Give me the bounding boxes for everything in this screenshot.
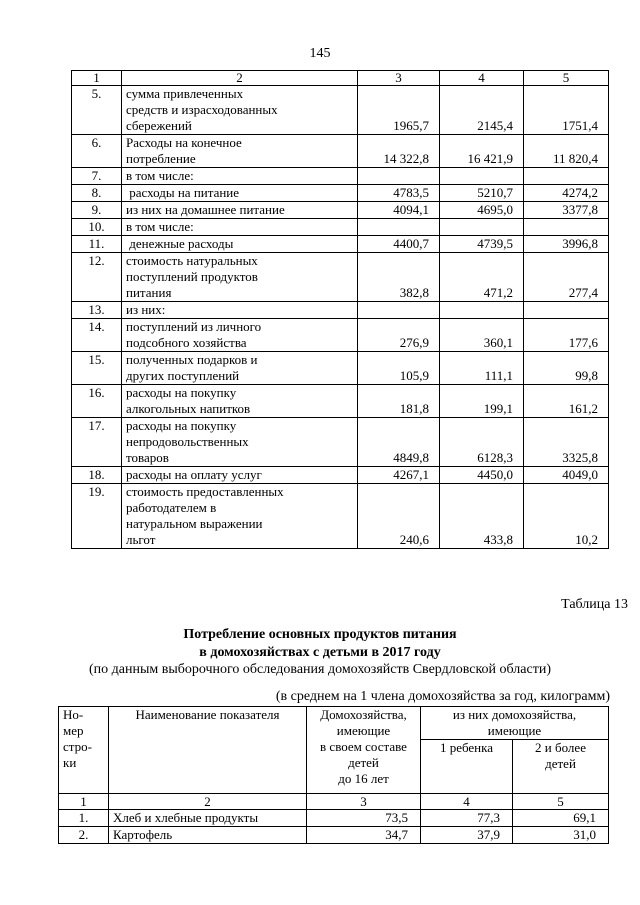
row-name-line: средств и израсходованных (126, 102, 278, 117)
row-number: 7. (72, 168, 122, 185)
row-name-line: других поступлений (126, 368, 240, 383)
row-value-v3: 177,6 (524, 319, 609, 352)
table-row (72, 219, 609, 236)
row-name (122, 418, 358, 467)
row-value-v3: 161,2 (524, 385, 609, 418)
table-row (59, 827, 609, 844)
row-name-line: подсобного хозяйства (126, 335, 247, 350)
value-all-households: 73,5 (307, 810, 421, 827)
table-row (72, 185, 609, 202)
row-name (122, 467, 358, 484)
column-index: 4 (421, 794, 513, 810)
row-name (122, 302, 358, 319)
header-text: имеющие (336, 723, 391, 738)
header-text: 2 и более (535, 740, 586, 755)
header-of-them (421, 707, 609, 740)
row-value-v2: 16 421,9 (440, 135, 524, 168)
row-value-v3 (524, 219, 609, 236)
table-row (72, 168, 609, 185)
row-name-line: расходы на питание (126, 185, 240, 200)
row-name-line: в том числе: (126, 168, 194, 183)
row-name-line: Расходы на конечное (126, 135, 242, 150)
row-value-v2: 111,1 (440, 352, 524, 385)
row-name (122, 202, 358, 219)
row-name-line: стоимость натуральных (126, 253, 258, 268)
row-number: 16. (72, 385, 122, 418)
row-number: 6. (72, 135, 122, 168)
page-number: 145 (309, 46, 331, 61)
table-row (59, 810, 609, 827)
row-value-v3: 3377,8 (524, 202, 609, 219)
row-name-line: денежные расходы (126, 236, 234, 251)
table-title-line-1: Потребление основных продуктов питания (183, 627, 457, 642)
row-name-line: работодателем в (126, 500, 217, 515)
row-value-v1: 4094,1 (358, 202, 440, 219)
row-number: 15. (72, 352, 122, 385)
column-index: 5 (524, 71, 609, 86)
header-text: в своем составе (320, 739, 407, 754)
row-number: 8. (72, 185, 122, 202)
table-row (72, 484, 609, 549)
row-value-v2: 4450,0 (440, 467, 524, 484)
row-value-v1: 240,6 (358, 484, 440, 549)
row-number: 2. (59, 827, 109, 844)
row-name (122, 185, 358, 202)
row-value-v1: 4267,1 (358, 467, 440, 484)
header-text: ки (63, 755, 77, 770)
table-row (72, 467, 609, 484)
row-value-v1: 382,8 (358, 253, 440, 302)
column-index: 2 (122, 71, 358, 86)
row-value-v2 (440, 168, 524, 185)
row-value-v2: 360,1 (440, 319, 524, 352)
table-row (72, 418, 609, 467)
table-row (72, 236, 609, 253)
column-index: 1 (59, 794, 109, 810)
table-subtitle: (по данным выборочного обследования домохозяйств Свердловской области) (88, 662, 551, 677)
table-row (72, 302, 609, 319)
header-text: детей (545, 756, 576, 771)
row-value-v3: 10,2 (524, 484, 609, 549)
row-name (122, 168, 358, 185)
row-name (122, 352, 358, 385)
row-value-v2: 2145,4 (440, 86, 524, 135)
row-value-v1: 276,9 (358, 319, 440, 352)
column-index: 3 (307, 794, 421, 810)
row-value-v3: 99,8 (524, 352, 609, 385)
header-text: до 16 лет (338, 771, 389, 786)
row-number: 9. (72, 202, 122, 219)
row-name (122, 86, 358, 135)
column-index: 3 (358, 71, 440, 86)
row-name-line: льгот (126, 532, 156, 547)
row-name-line: сумма привлеченных (126, 86, 244, 101)
row-value-v3: 1751,4 (524, 86, 609, 135)
row-value-v1: 1965,7 (358, 86, 440, 135)
row-value-v1 (358, 302, 440, 319)
header-text: мер (63, 723, 84, 738)
header-households-with-children (307, 707, 421, 794)
row-value-v2: 5210,7 (440, 185, 524, 202)
row-value-v2: 4695,0 (440, 202, 524, 219)
value-one-child: 37,9 (421, 827, 513, 844)
header-text: из них домохозяйства, (452, 707, 577, 722)
row-name-line: из них на домашнее питание (126, 202, 285, 217)
row-value-v1: 181,8 (358, 385, 440, 418)
column-index: 4 (440, 71, 524, 86)
header-row-number (59, 707, 109, 794)
row-name-line: непродовольственных (126, 434, 249, 449)
header-text: стро- (63, 739, 92, 754)
row-name-line: расходы на оплату услуг (126, 467, 262, 482)
table-row (72, 352, 609, 385)
row-number: 5. (72, 86, 122, 135)
row-name (122, 319, 358, 352)
table-row (72, 86, 609, 135)
column-index: 1 (72, 71, 122, 86)
header-text: детей (348, 755, 379, 770)
row-name-line: в том числе: (126, 219, 194, 234)
header-one-child: 1 ребенка (421, 740, 513, 794)
row-value-v1 (358, 219, 440, 236)
row-name (122, 253, 358, 302)
row-name-line: расходы на покупку (126, 418, 237, 433)
row-name-line: из них: (126, 302, 166, 317)
value-one-child: 77,3 (421, 810, 513, 827)
row-number: 18. (72, 467, 122, 484)
header-text: Домохозяйства, (320, 707, 407, 722)
table-row (72, 202, 609, 219)
expenses-table (71, 70, 609, 549)
row-value-v3: 4049,0 (524, 467, 609, 484)
row-name-line: алкогольных напитков (126, 401, 251, 416)
row-value-v2: 199,1 (440, 385, 524, 418)
row-value-v1: 4783,5 (358, 185, 440, 202)
row-name-line: стоимость предоставленных (126, 484, 284, 499)
row-name (122, 236, 358, 253)
row-value-v2 (440, 302, 524, 319)
row-value-v3: 4274,2 (524, 185, 609, 202)
row-name-line: поступлений из личного (126, 319, 262, 334)
row-number: 12. (72, 253, 122, 302)
row-name (122, 484, 358, 549)
row-value-v1: 14 322,8 (358, 135, 440, 168)
row-name (122, 135, 358, 168)
table-label: Таблица 13 (561, 597, 628, 612)
row-value-v1: 4849,8 (358, 418, 440, 467)
row-value-v3 (524, 168, 609, 185)
row-name-line: товаров (126, 450, 169, 465)
table-units: (в среднем на 1 члена домохозяйства за год, килограмм) (275, 689, 610, 704)
row-value-v3 (524, 302, 609, 319)
row-number: 10. (72, 219, 122, 236)
header-indicator-name: Наименование показателя (109, 707, 307, 794)
food-consumption-table (58, 706, 609, 844)
table-row (72, 319, 609, 352)
row-name: Картофель (109, 827, 307, 844)
row-value-v3: 3325,8 (524, 418, 609, 467)
row-value-v3: 277,4 (524, 253, 609, 302)
row-name (122, 219, 358, 236)
value-two-or-more: 69,1 (513, 810, 609, 827)
value-all-households: 34,7 (307, 827, 421, 844)
row-value-v1: 105,9 (358, 352, 440, 385)
row-value-v3: 3996,8 (524, 236, 609, 253)
row-name-line: полученных подарков и (126, 352, 258, 367)
table-row (72, 385, 609, 418)
value-two-or-more: 31,0 (513, 827, 609, 844)
row-number: 17. (72, 418, 122, 467)
table-header-row (72, 71, 609, 86)
row-value-v1 (358, 168, 440, 185)
row-name-line: сбережений (126, 118, 192, 133)
row-number: 19. (72, 484, 122, 549)
table-title-line-2: в домохозяйствах с детьми в 2017 году (199, 645, 441, 660)
table-row (72, 135, 609, 168)
table-index-row (59, 794, 609, 810)
row-value-v2: 471,2 (440, 253, 524, 302)
row-name: Хлеб и хлебные продукты (109, 810, 307, 827)
row-value-v2: 4739,5 (440, 236, 524, 253)
row-number: 11. (72, 236, 122, 253)
row-name (122, 385, 358, 418)
row-name-line: потребление (126, 151, 196, 166)
row-number: 14. (72, 319, 122, 352)
header-text: имеющие (487, 723, 542, 738)
row-name-line: питания (126, 285, 172, 300)
row-name-line: поступлений продуктов (126, 269, 258, 284)
row-value-v3: 11 820,4 (524, 135, 609, 168)
column-index: 2 (109, 794, 307, 810)
row-value-v2: 6128,3 (440, 418, 524, 467)
table-row (72, 253, 609, 302)
row-value-v2: 433,8 (440, 484, 524, 549)
row-value-v2 (440, 219, 524, 236)
row-number: 1. (59, 810, 109, 827)
row-name-line: натуральном выражении (126, 516, 263, 531)
row-name-line: расходы на покупку (126, 385, 237, 400)
row-number: 13. (72, 302, 122, 319)
column-index: 5 (513, 794, 609, 810)
header-two-or-more (513, 740, 609, 794)
header-text: Но- (63, 707, 84, 722)
row-value-v1: 4400,7 (358, 236, 440, 253)
